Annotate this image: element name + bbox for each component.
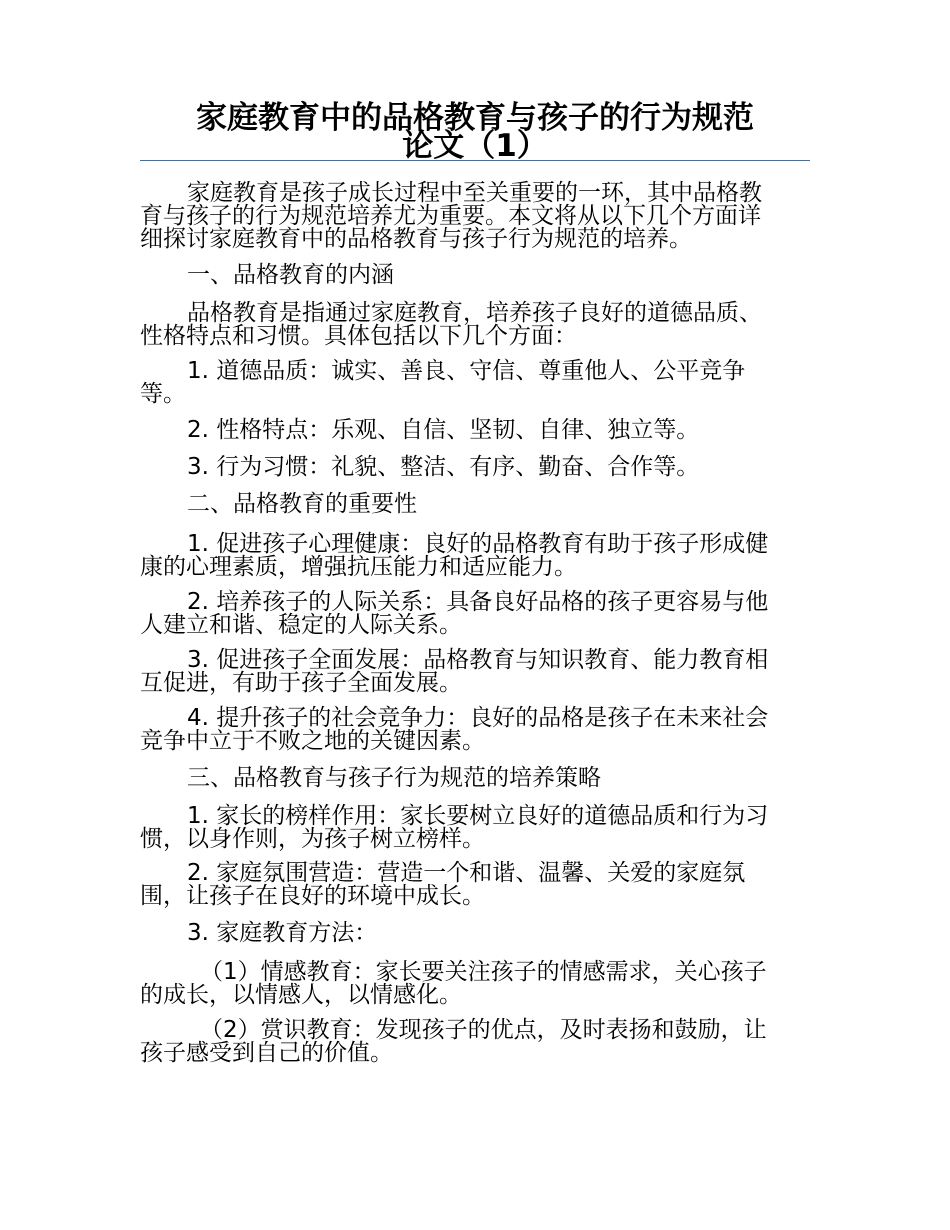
text-line: 2. 家庭氛围营造：营造一个和谐、温馨、关爱的家庭氛 xyxy=(187,860,746,886)
list-item-moral xyxy=(140,360,812,406)
text-line: 孩子感受到自己的价值。 xyxy=(140,1040,393,1066)
list-item-mental-health xyxy=(140,533,812,579)
section-heading-3 xyxy=(140,767,812,790)
section-heading-2 xyxy=(140,493,812,516)
text-line: 围，让孩子在良好的环境中成长。 xyxy=(140,883,485,909)
text-line: 人建立和谐、稳定的人际关系。 xyxy=(140,612,462,638)
text-line: 品格教育是指通过家庭教育，培养孩子良好的道德品质、 xyxy=(187,300,762,326)
text-line: 二、品格教育的重要性 xyxy=(187,491,417,517)
text-line: 互促进，有助于孩子全面发展。 xyxy=(140,670,462,696)
text-line: 3. 促进孩子全面发展：品格教育与知识教育、能力教育相 xyxy=(187,647,769,673)
list-item-habits xyxy=(140,456,812,479)
list-item-relationships xyxy=(140,591,812,637)
text-line: 康的心理素质，增强抗压能力和适应能力。 xyxy=(140,554,577,580)
text-line: 1. 促进孩子心理健康：良好的品格教育有助于孩子形成健 xyxy=(187,531,769,557)
title-underline xyxy=(140,160,810,161)
section-heading-1 xyxy=(140,264,812,287)
text-line: 1. 道德品质：诚实、善良、守信、尊重他人、公平竞争 xyxy=(187,358,746,384)
paragraph-definition xyxy=(140,302,812,348)
text-line: 2. 性格特点：乐观、自信、坚韧、自律、独立等。 xyxy=(187,417,700,443)
text-line: 的成长，以情感人，以情感化。 xyxy=(140,982,462,1008)
text-line: 等。 xyxy=(140,381,186,407)
text-line: 1. 家长的榜样作用：家长要树立良好的道德品质和行为习 xyxy=(187,803,769,829)
text-line: 细探讨家庭教育中的品格教育与孩子行为规范的培养。 xyxy=(140,226,692,252)
text-line: 一、品格教育的内涵 xyxy=(187,262,394,288)
text-line: 3. 行为习惯：礼貌、整洁、有序、勤奋、合作等。 xyxy=(187,454,700,480)
text-line: 竞争中立于不败之地的关键因素。 xyxy=(140,728,485,754)
list-item-family-atmosphere xyxy=(140,862,812,908)
list-item-methods xyxy=(140,922,812,945)
text-line: 家庭教育是孩子成长过程中至关重要的一环，其中品格教 xyxy=(187,180,762,206)
list-item-development xyxy=(140,649,812,695)
paragraph-intro xyxy=(140,182,812,251)
list-item-competitiveness xyxy=(140,707,812,753)
text-line: 惯，以身作则，为孩子树立榜样。 xyxy=(140,826,485,852)
text-line: （2）赏识教育：发现孩子的优点，及时表扬和鼓励，让 xyxy=(200,1017,767,1043)
text-line: 2. 培养孩子的人际关系：具备良好品格的孩子更容易与他 xyxy=(187,589,769,615)
title-line-1: 家庭教育中的品格教育与孩子的行为规范 xyxy=(196,100,754,136)
document-title xyxy=(140,100,810,164)
list-item-role-model xyxy=(140,805,812,851)
text-line: 育与孩子的行为规范培养尤为重要。本文将从以下几个方面详 xyxy=(140,203,761,229)
sub-item-emotional xyxy=(140,961,812,1007)
text-line: （1）情感教育：家长要关注孩子的情感需求，关心孩子 xyxy=(200,959,767,985)
list-item-character xyxy=(140,419,812,442)
text-line: 性格特点和习惯。具体包括以下几个方面： xyxy=(140,323,577,349)
sub-item-appreciation xyxy=(140,1019,812,1065)
title-line-2: 论文（1） xyxy=(402,128,548,164)
text-line: 3. 家庭教育方法： xyxy=(187,920,378,946)
text-line: 三、品格教育与孩子行为规范的培养策略 xyxy=(187,765,601,791)
text-line: 4. 提升孩子的社会竞争力：良好的品格是孩子在未来社会 xyxy=(187,705,769,731)
